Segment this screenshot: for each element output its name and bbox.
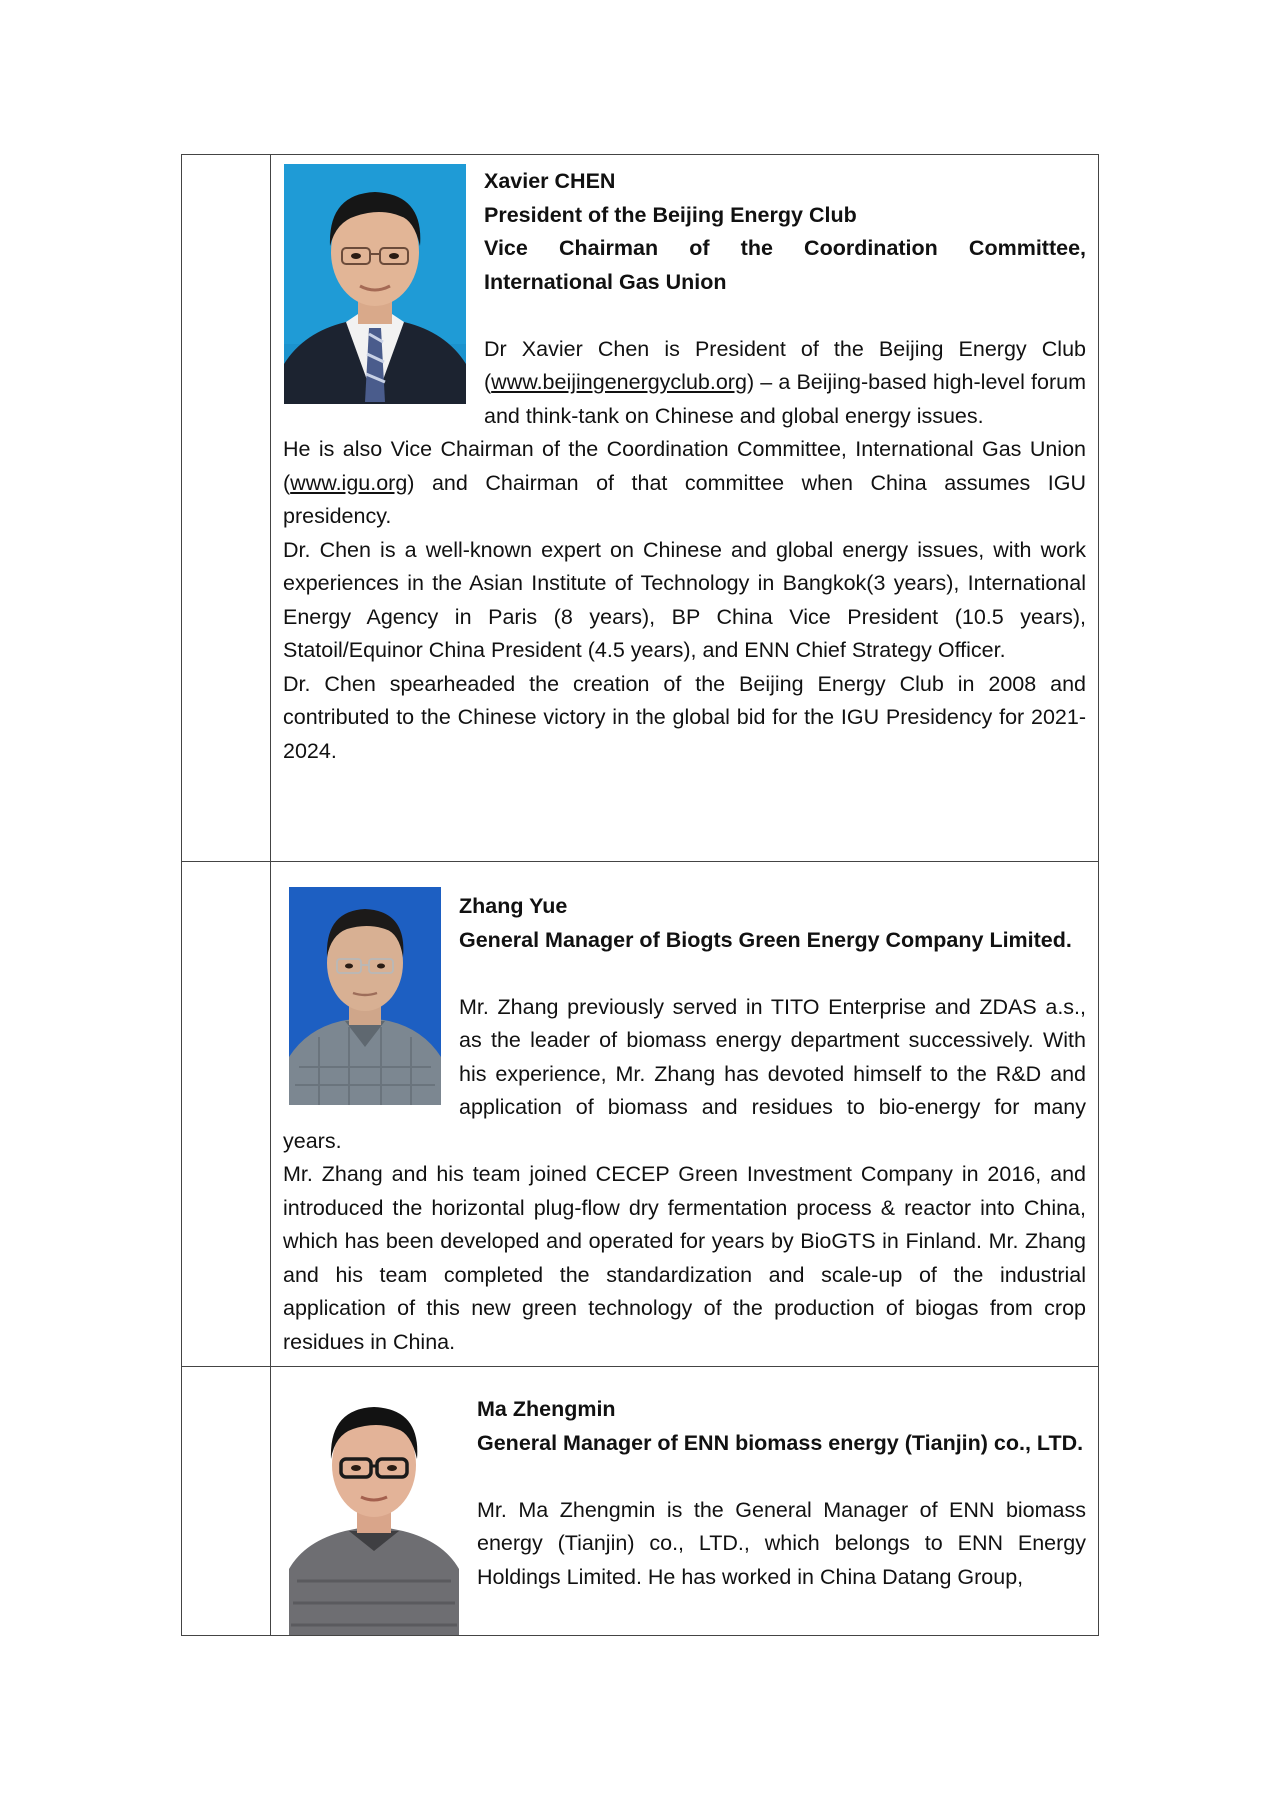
portrait-photo xyxy=(289,887,441,1105)
person-role: President of the Beijing Energy Club xyxy=(484,202,857,227)
profile-xavier-chen xyxy=(272,155,1098,861)
column-divider xyxy=(270,155,271,1635)
bio-paragraph: Dr. Chen is a well-known expert on Chinese and global energy issues, with work experiences in the Asian Institute of Technology in Bangkok(3 years), International Energy Agency in Paris (8 years), BP China Vice President (10.5 years), Statoil/Equinor China President (4.5 years), and ENN Chief Strategy Officer. xyxy=(283,537,1086,662)
bio-paragraph: Mr. Zhang and his team joined CECEP Green Investment Company in 2016, and introduced the horizontal plug-flow dry fermentation process & reactor into China, which has been developed and operated for years by BioGTS in Finland. Mr. Zhang and his team completed the standardization and scale-up of the industrial application of this new green technology of the production of biogas from crop residues in China. xyxy=(283,1162,1086,1354)
person-name: Xavier CHEN xyxy=(484,169,616,193)
person-name: Ma Zhengmin xyxy=(477,1397,616,1421)
bio-paragraph: Dr. Chen spearheaded the creation of the Beijing Energy Club in 2008 and contributed to the Chinese victory in the global bid for the IGU Presidency for 2021-2024. xyxy=(283,671,1086,763)
person-role: General Manager of ENN biomass energy (Tianjin) co., LTD. xyxy=(477,1430,1084,1455)
profile-zhang-yue xyxy=(272,862,1098,1365)
profile-ma-zhengmin xyxy=(272,1367,1098,1635)
bio-paragraph: Dr Xavier Chen is President of the Beijing Energy Club (www.beijingenergyclub.org) – a Beijing-based high-level forum and think-tank on Chinese and global energy issues. xyxy=(484,336,1086,428)
website-link[interactable]: www.beijingenergyclub.org xyxy=(491,370,747,394)
profiles-table xyxy=(181,154,1099,1636)
website-link[interactable]: www.igu.org xyxy=(290,470,408,495)
person-name: Zhang Yue xyxy=(459,894,568,918)
bio-paragraph: Mr. Zhang previously served in TITO Enterprise and ZDAS a.s., as the leader of biomass energy department successively. With his experience, Mr. Zhang has devoted himself to the R&D and application of biomass and residues to bio-energy for many years. xyxy=(283,994,1086,1153)
person-role: Vice Chairman of the Coordination Committee, International Gas Union xyxy=(484,236,1086,294)
portrait-photo xyxy=(289,1381,459,1635)
bio-paragraph: Mr. Ma Zhengmin is the General Manager of ENN biomass energy (Tianjin) co., LTD., which belongs to ENN Energy Holdings Limited. He has worked in China Datang Group, xyxy=(477,1497,1086,1589)
bio-paragraph: He is also Vice Chairman of the Coordination Committee, International Gas Union (www.igu.org) and Chairman of that committee when China assumes IGU presidency. xyxy=(283,437,1086,528)
person-role: General Manager of Biogts Green Energy Company Limited. xyxy=(459,927,1072,952)
portrait-photo xyxy=(284,164,466,404)
